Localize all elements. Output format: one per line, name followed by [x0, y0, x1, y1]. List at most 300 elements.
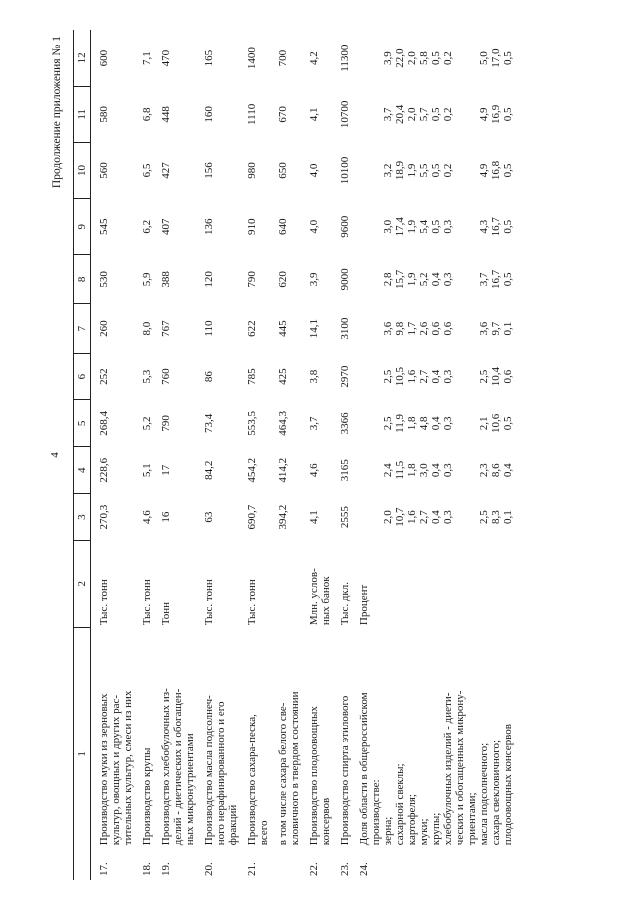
- value-cell-col-3-line: 0,4: [430, 510, 442, 524]
- value-cell-col-12: [301, 30, 332, 86]
- value-cell-col-12-line: [466, 32, 478, 84]
- value-cell-col-11-line: 6,8: [141, 107, 153, 122]
- indicator-name: [301, 627, 332, 847]
- indicator-name: [332, 627, 351, 847]
- value-cell-col-5-line: 2,1: [478, 416, 490, 431]
- column-header-3: 3: [74, 494, 91, 541]
- value-cell-col-4-line: 84,2: [203, 460, 215, 480]
- unit-of-measure: [153, 540, 196, 627]
- value-cell-col-7-line: 8,0: [141, 321, 153, 336]
- value-cell-col-10-line: 6,5: [141, 163, 153, 178]
- indicator-name-line: Доля области в общероссийском: [358, 692, 370, 846]
- value-cell-col-10-line: 3,2: [382, 163, 394, 178]
- value-cell-col-5-line: [454, 402, 466, 445]
- value-cell-col-8: [332, 255, 351, 304]
- unit-of-measure: [134, 540, 153, 627]
- value-cell-col-3-line: 270,3: [98, 504, 110, 530]
- value-cell-col-12-line: 165: [203, 49, 215, 67]
- value-cell-col-9: [332, 199, 351, 255]
- value-cell-col-3-line: 10,7: [394, 507, 406, 527]
- value-cell-col-9-line: 17,4: [394, 217, 406, 237]
- value-cell-col-12: [134, 30, 153, 86]
- value-cell-col-9-line: [370, 201, 382, 253]
- value-cell-col-8-line: 0,5: [502, 272, 514, 287]
- value-cell-col-9-line: 0,5: [430, 219, 442, 234]
- value-cell-col-6-line: 785: [246, 368, 258, 385]
- value-cell-col-9-line: 5,4: [418, 219, 430, 234]
- value-cell-col-7-line: [370, 306, 382, 351]
- value-cell-col-9-line: 407: [160, 218, 172, 235]
- value-cell-col-7-line: 3100: [339, 317, 351, 340]
- row-number: 21.: [246, 862, 258, 876]
- value-cell-col-4-line: 5,1: [141, 463, 153, 478]
- value-cell-col-8-line: 16,7: [490, 269, 502, 290]
- indicator-name-line: фракций: [227, 804, 239, 846]
- header-row: [74, 30, 91, 880]
- indicator-name-line: Производство масла подсолнеч-: [203, 695, 215, 846]
- value-cell-col-11-line: 160: [203, 106, 215, 123]
- value-cell-col-6-line: 10,4: [490, 366, 502, 387]
- value-cell-col-8-line: 15,7: [394, 269, 406, 290]
- value-cell-col-6: [153, 353, 196, 400]
- indicator-name-line: Производство плодоовощных: [308, 706, 320, 846]
- appendix-caption: Продолжение приложения № 1: [51, 36, 63, 189]
- value-cell-col-10: [196, 142, 239, 198]
- value-cell-col-5-line: 0,3: [442, 416, 454, 431]
- value-cell-col-3-line: 394,2: [277, 504, 289, 530]
- value-cell-col-9-line: 4,0: [308, 219, 320, 234]
- value-cell-col-10-line: 560: [98, 162, 110, 179]
- value-cell-col-6: [301, 353, 332, 400]
- value-cell-col-11: [332, 86, 351, 142]
- value-cell-col-6-line: 0,6: [502, 369, 514, 384]
- value-cell-col-3: [332, 494, 351, 541]
- column-header-9: 9: [74, 199, 91, 255]
- value-cell-col-6-line: [358, 355, 370, 398]
- indicator-name-line: сахара свекловичного;: [490, 739, 502, 846]
- value-cell-col-3: [239, 494, 270, 541]
- value-cell-col-7: [239, 304, 270, 353]
- value-cell-col-6-line: 5,3: [141, 369, 153, 384]
- value-cell-col-12-line: [454, 32, 466, 84]
- value-cell-col-12: [153, 30, 196, 86]
- table-row: [91, 30, 135, 880]
- indicator-name: [270, 627, 301, 847]
- value-cell-col-10-line: 156: [203, 162, 215, 179]
- value-cell-col-6-line: 10,5: [394, 366, 406, 387]
- value-cell-col-6: [239, 353, 270, 400]
- value-cell-col-11-line: 0,2: [442, 107, 454, 122]
- value-cell-col-4: [239, 447, 270, 494]
- value-cell-col-4: [196, 447, 239, 494]
- unit-of-measure-line: [277, 542, 289, 625]
- value-cell-col-5-line: 4,8: [418, 416, 430, 431]
- value-cell-col-11-line: 3,7: [382, 107, 394, 122]
- value-cell-col-7-line: 260: [98, 320, 110, 337]
- value-cell-col-7: [351, 304, 514, 353]
- unit-of-measure: [270, 540, 301, 627]
- value-cell-col-8-line: 3,7: [478, 272, 490, 287]
- value-cell-col-12-line: [370, 32, 382, 84]
- value-cell-col-11: [301, 86, 332, 142]
- value-cell-col-3-line: 0,3: [442, 510, 454, 524]
- value-cell-col-8-line: 388: [160, 271, 172, 288]
- value-cell-col-3: [301, 494, 332, 541]
- value-cell-col-8-line: 2,8: [382, 272, 394, 287]
- value-cell-col-6-line: [370, 355, 382, 398]
- value-cell-col-6-line: 2970: [339, 365, 351, 388]
- unit-of-measure: [301, 540, 332, 627]
- column-header-6: 6: [74, 353, 91, 400]
- unit-of-measure-line: Процент: [358, 584, 370, 626]
- value-cell-col-12-line: 1400: [246, 47, 258, 70]
- value-cell-col-10-line: 4,0: [308, 163, 320, 178]
- value-cell-col-10: [134, 142, 153, 198]
- value-cell-col-9-line: 1,9: [406, 219, 418, 234]
- value-cell-col-4: [351, 447, 514, 494]
- unit-of-measure-line: Тыс. дкл.: [339, 581, 351, 626]
- value-cell-col-11-line: 0,5: [430, 107, 442, 122]
- table-row: [301, 30, 332, 880]
- value-cell-col-7: [134, 304, 153, 353]
- value-cell-col-7-line: 110: [203, 320, 215, 337]
- indicator-name-line: Производство спирта этилового: [339, 695, 351, 846]
- value-cell-col-5-line: 11,9: [394, 414, 406, 433]
- value-cell-col-11-line: 670: [277, 106, 289, 123]
- value-cell-col-6-line: 2,5: [382, 369, 394, 384]
- value-cell-col-7-line: [358, 306, 370, 351]
- value-cell-col-3-line: 690,7: [246, 504, 258, 530]
- table-row: [332, 30, 351, 880]
- value-cell-col-4: [270, 447, 301, 494]
- value-cell-col-6-line: 425: [277, 368, 289, 385]
- unit-of-measure-line: Тыс. тонн: [246, 579, 258, 626]
- column-header-10: 10: [74, 142, 91, 198]
- row-number: 20.: [203, 862, 215, 876]
- value-cell-col-5-line: 10,6: [490, 413, 502, 434]
- value-cell-col-10: [351, 142, 514, 198]
- value-cell-col-7-line: [454, 306, 466, 351]
- value-cell-col-5: [134, 400, 153, 447]
- value-cell-col-12-line: 3,9: [382, 51, 394, 66]
- value-cell-col-10-line: [358, 144, 370, 196]
- value-cell-col-10: [270, 142, 301, 198]
- value-cell-col-9-line: 0,3: [442, 219, 454, 234]
- indicator-name-line: сахарной свеклы;: [394, 763, 406, 846]
- value-cell-col-6-line: 0,4: [430, 369, 442, 384]
- value-cell-col-9: [270, 199, 301, 255]
- value-cell-col-4-line: 2,4: [382, 463, 394, 478]
- value-cell-col-6-line: [454, 355, 466, 398]
- value-cell-col-7-line: 622: [246, 320, 258, 337]
- column-header-7: 7: [74, 304, 91, 353]
- value-cell-col-10-line: 0,2: [442, 163, 454, 178]
- value-cell-col-10: [332, 142, 351, 198]
- value-cell-col-4-line: 228,6: [98, 457, 110, 483]
- value-cell-col-10: [91, 142, 135, 198]
- value-cell-col-9-line: 640: [277, 218, 289, 235]
- indicator-name-line: муки;: [418, 818, 430, 846]
- unit-of-measure-line: Тыс. тонн: [203, 579, 215, 626]
- value-cell-col-8: [196, 255, 239, 304]
- value-cell-col-7: [332, 304, 351, 353]
- indicator-name: [134, 627, 153, 847]
- value-cell-col-3: [351, 494, 514, 541]
- value-cell-col-4: [153, 447, 196, 494]
- indicator-name-line: ного нерафинированного и его: [215, 701, 227, 846]
- value-cell-col-8-line: [358, 257, 370, 302]
- value-cell-col-10-line: 980: [246, 162, 258, 179]
- value-cell-col-4-line: 1,8: [406, 463, 418, 478]
- value-cell-col-11: [351, 86, 514, 142]
- indicator-name-line: ческих и обогащенных микрону-: [454, 690, 466, 846]
- value-cell-col-3-line: 2555: [339, 506, 351, 529]
- value-cell-col-10-line: [454, 144, 466, 196]
- value-cell-col-4-line: 0,4: [430, 463, 442, 478]
- value-cell-col-8: [134, 255, 153, 304]
- value-cell-col-11-line: 5,7: [418, 107, 430, 122]
- unit-of-measure: [351, 540, 514, 627]
- value-cell-col-10: [153, 142, 196, 198]
- value-cell-col-3-line: 2,5: [478, 510, 490, 524]
- value-cell-col-6: [351, 353, 514, 400]
- indicator-name-line: тительных культур, смеси из них: [122, 690, 134, 846]
- value-cell-col-9-line: [466, 201, 478, 253]
- value-cell-col-11-line: 1110: [246, 103, 258, 125]
- value-cell-col-10-line: 18,9: [394, 160, 406, 181]
- indicator-name-line: в том числе сахара белого све-: [277, 702, 289, 846]
- value-cell-col-5-line: 73,4: [203, 413, 215, 434]
- indicator-name: [351, 627, 514, 847]
- value-cell-col-7-line: 767: [160, 320, 172, 337]
- value-cell-col-3-line: 2,7: [418, 510, 430, 524]
- value-cell-col-11-line: [370, 88, 382, 140]
- value-cell-col-11: [134, 86, 153, 142]
- table-row: [134, 30, 153, 880]
- row-number: 23.: [339, 862, 351, 876]
- value-cell-col-9-line: 4,3: [478, 219, 490, 234]
- value-cell-col-9-line: 9600: [339, 215, 351, 238]
- table-row: [270, 30, 301, 880]
- value-cell-col-4: [301, 447, 332, 494]
- value-cell-col-9: [134, 199, 153, 255]
- indicator-name-line: крупы;: [430, 812, 442, 846]
- value-cell-col-8: [239, 255, 270, 304]
- value-cell-col-6-line: 0,3: [442, 369, 454, 384]
- rotated-page-content: [45, 30, 605, 880]
- indicator-name-line: Производство крупы: [141, 747, 153, 846]
- table-body: [91, 30, 515, 880]
- unit-of-measure: [196, 540, 239, 627]
- value-cell-col-5: [270, 400, 301, 447]
- value-cell-col-8-line: 0,3: [442, 272, 454, 287]
- value-cell-col-11-line: 4,1: [308, 107, 320, 122]
- value-cell-col-6-line: 760: [160, 368, 172, 385]
- value-cell-col-10-line: 0,5: [502, 163, 514, 178]
- value-cell-col-7-line: 9,7: [490, 321, 502, 336]
- value-cell-col-12-line: 4,2: [308, 51, 320, 66]
- value-cell-col-10-line: 427: [160, 162, 172, 179]
- indicator-name-line: Производство муки из зерновых: [98, 693, 110, 846]
- value-cell-col-9: [351, 199, 514, 255]
- indicator-name: [153, 627, 196, 847]
- unit-of-measure-line: Млн. услов-: [308, 568, 320, 626]
- value-cell-col-3-line: 4,6: [141, 510, 153, 524]
- indicator-name-line: консервов: [320, 797, 332, 846]
- indicator-name: [239, 627, 270, 847]
- value-cell-col-4-line: 11,5: [394, 460, 406, 480]
- value-cell-col-9-line: 3,0: [382, 219, 394, 234]
- value-cell-col-10-line: 650: [277, 162, 289, 179]
- value-cell-col-11: [196, 86, 239, 142]
- value-cell-col-5-line: [358, 402, 370, 445]
- column-header-5: 5: [74, 400, 91, 447]
- value-cell-col-5: [196, 400, 239, 447]
- value-cell-col-9-line: 136: [203, 218, 215, 235]
- value-cell-col-9-line: [454, 201, 466, 253]
- value-cell-col-5: [351, 400, 514, 447]
- value-cell-col-12-line: 0,5: [502, 51, 514, 66]
- value-cell-col-12: [196, 30, 239, 86]
- value-cell-col-8-line: 530: [98, 271, 110, 288]
- indicator-name-line: культур, овощных и других рас-: [110, 694, 122, 846]
- value-cell-col-7-line: 0,1: [502, 321, 514, 336]
- value-cell-col-5-line: 5,2: [141, 416, 153, 431]
- value-cell-col-4: [91, 447, 135, 494]
- value-cell-col-11: [270, 86, 301, 142]
- value-cell-col-5-line: [466, 402, 478, 445]
- value-cell-col-8: [91, 255, 135, 304]
- value-cell-col-5-line: 464,3: [277, 411, 289, 436]
- value-cell-col-8: [351, 255, 514, 304]
- column-header-1: 1: [74, 627, 91, 880]
- value-cell-col-5-line: 790: [160, 415, 172, 432]
- value-cell-col-12-line: 11300: [339, 44, 351, 72]
- value-cell-col-3: [196, 494, 239, 541]
- indicator-name-line: Производство сахара-песка,: [246, 714, 258, 846]
- value-cell-col-12-line: [358, 32, 370, 84]
- value-cell-col-12-line: 2,0: [406, 51, 418, 66]
- table-row: [239, 30, 270, 880]
- value-cell-col-7-line: 2,6: [418, 321, 430, 336]
- value-cell-col-6-line: 1,6: [406, 369, 418, 384]
- value-cell-col-12-line: 5,8: [418, 51, 430, 66]
- value-cell-col-6: [270, 353, 301, 400]
- row-number: 22.: [308, 862, 320, 876]
- value-cell-col-5-line: 3366: [339, 412, 351, 435]
- value-cell-col-12: [332, 30, 351, 86]
- value-cell-col-9-line: 16,7: [490, 217, 502, 237]
- value-cell-col-4-line: 2,3: [478, 463, 490, 478]
- indicator-name-line: плодоовощных консервов: [502, 724, 514, 846]
- indicator-name-line: всего: [258, 820, 270, 846]
- value-cell-col-12: [91, 30, 135, 86]
- value-cell-col-8-line: 5,2: [418, 272, 430, 287]
- value-cell-col-7: [153, 304, 196, 353]
- value-cell-col-12-line: 7,1: [141, 51, 153, 66]
- value-cell-col-11-line: 16,9: [490, 104, 502, 124]
- value-cell-col-11-line: 4,9: [478, 107, 490, 122]
- value-cell-col-7-line: 0,6: [442, 321, 454, 336]
- value-cell-col-7-line: 9,8: [394, 321, 406, 336]
- value-cell-col-3-line: 2,0: [382, 510, 394, 524]
- column-header-8: 8: [74, 255, 91, 304]
- indicator-name: [196, 627, 239, 847]
- value-cell-col-5-line: [370, 402, 382, 445]
- unit-of-measure-line: ных банок: [320, 576, 332, 626]
- value-cell-col-7-line: 14,1: [308, 318, 320, 339]
- value-cell-col-7: [301, 304, 332, 353]
- value-cell-col-9-line: 910: [246, 218, 258, 235]
- value-cell-col-8: [301, 255, 332, 304]
- value-cell-col-8-line: 620: [277, 271, 289, 288]
- value-cell-col-5-line: 3,7: [308, 416, 320, 431]
- value-cell-col-5: [153, 400, 196, 447]
- column-header-11: 11: [74, 86, 91, 142]
- value-cell-col-6: [196, 353, 239, 400]
- value-cell-col-9: [91, 199, 135, 255]
- value-cell-col-9-line: 6,2: [141, 219, 153, 234]
- value-cell-col-6-line: 252: [98, 368, 110, 385]
- value-cell-col-4-line: [466, 449, 478, 492]
- value-cell-col-3: [91, 494, 135, 541]
- value-cell-col-11-line: 580: [98, 106, 110, 123]
- value-cell-col-3-line: [370, 496, 382, 539]
- value-cell-col-4-line: 3165: [339, 459, 351, 482]
- value-cell-col-6-line: 3,8: [308, 369, 320, 384]
- value-cell-col-4-line: 0,3: [442, 463, 454, 478]
- value-cell-col-12-line: 470: [160, 49, 172, 67]
- indicator-name-line: масла подсолнечного;: [478, 742, 490, 846]
- indicator-name: [91, 627, 135, 847]
- value-cell-col-9-line: 0,5: [502, 219, 514, 234]
- value-cell-col-3-line: [454, 496, 466, 539]
- value-cell-col-8-line: [454, 257, 466, 302]
- value-cell-col-9: [196, 199, 239, 255]
- value-cell-col-10-line: 1,9: [406, 163, 418, 178]
- unit-of-measure: [332, 540, 351, 627]
- value-cell-col-11-line: [466, 88, 478, 140]
- value-cell-col-11-line: 20,4: [394, 104, 406, 124]
- value-cell-col-12-line: 5,0: [478, 51, 490, 66]
- value-cell-col-7-line: 3,6: [382, 321, 394, 336]
- value-cell-col-9-line: [358, 201, 370, 253]
- value-cell-col-8-line: 0,4: [430, 272, 442, 287]
- value-cell-col-6: [91, 353, 135, 400]
- value-cell-col-5-line: 268,4: [98, 411, 110, 436]
- value-cell-col-3-line: 4,1: [308, 510, 320, 524]
- indicator-name-line: Производство хлебобулочных из-: [160, 688, 172, 846]
- table-row: [351, 30, 514, 880]
- value-cell-col-12-line: 600: [98, 49, 110, 67]
- page-number: 4: [49, 452, 61, 458]
- value-cell-col-7-line: 0,6: [430, 321, 442, 336]
- value-cell-col-5: [91, 400, 135, 447]
- value-cell-col-4-line: 414,2: [277, 457, 289, 483]
- value-cell-col-3-line: 63: [203, 511, 215, 523]
- production-table: [73, 30, 514, 880]
- value-cell-col-7: [91, 304, 135, 353]
- value-cell-col-11-line: 448: [160, 106, 172, 123]
- value-cell-col-10-line: 16,8: [490, 160, 502, 181]
- value-cell-col-4-line: 4,6: [308, 463, 320, 478]
- value-cell-col-4-line: [370, 449, 382, 492]
- value-cell-col-6-line: [466, 355, 478, 398]
- value-cell-col-7-line: 1,7: [406, 321, 418, 336]
- value-cell-col-8-line: 120: [203, 271, 215, 288]
- value-cell-col-7-line: 445: [277, 320, 289, 337]
- row-number: 24.: [358, 862, 370, 876]
